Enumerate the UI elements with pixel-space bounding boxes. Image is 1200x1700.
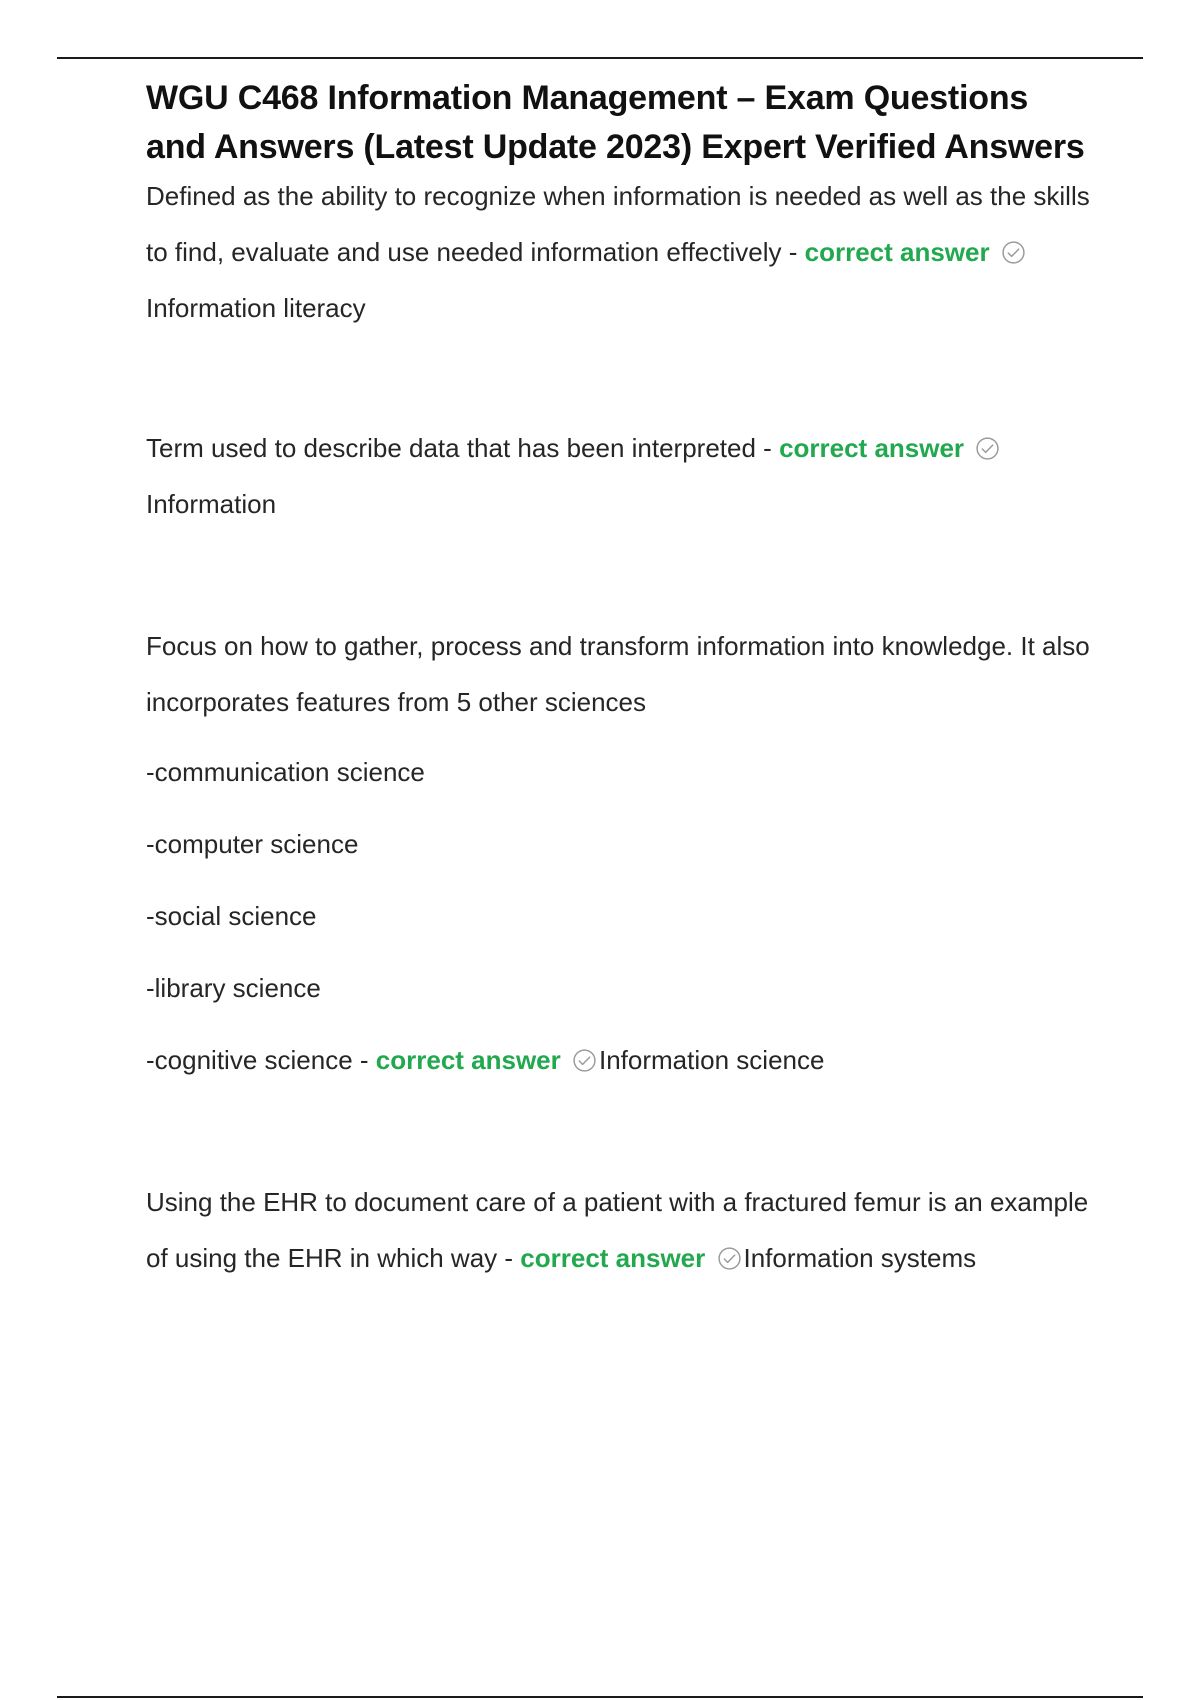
- check-circle-icon: [572, 1048, 597, 1073]
- correct-answer-label: correct answer: [804, 237, 990, 267]
- list-item: -library science: [146, 973, 321, 1003]
- question-block-2: [146, 420, 1096, 532]
- document-page: [146, 74, 1096, 1286]
- question-text: [146, 168, 1096, 336]
- document-title: WGU C468 Information Management – Exam Questions and Answers (Latest Update 2023) Expert Verified Answers: [146, 79, 1085, 166]
- answer-text: Information science: [599, 1045, 825, 1075]
- correct-answer-label: correct answer: [779, 433, 965, 463]
- list-item-prompt: -cognitive science -: [146, 1045, 369, 1075]
- question-block-4: [146, 1174, 1096, 1286]
- correct-answer-label: correct answer: [375, 1045, 561, 1075]
- answer-text: Information systems: [743, 1243, 977, 1273]
- question-prompt: Using the EHR to document care of a patient with a fractured femur is an example of using the EHR in which way -: [146, 1187, 1089, 1273]
- question-text: [146, 420, 1096, 532]
- check-circle-icon: [975, 436, 1000, 461]
- bottom-rule: [57, 1696, 1143, 1698]
- question-block-1: [146, 168, 1096, 336]
- list-item: -communication science: [146, 757, 425, 787]
- list-item-with-answer: [146, 1032, 1096, 1088]
- top-rule: [57, 57, 1143, 59]
- question-text: [146, 1174, 1096, 1286]
- question-block-3: [146, 618, 1096, 1088]
- check-circle-icon: [1001, 240, 1026, 265]
- correct-answer-label: correct answer: [520, 1243, 706, 1273]
- check-circle-icon: [717, 1246, 742, 1271]
- answer-text: Information literacy: [146, 293, 366, 323]
- list-item: -computer science: [146, 829, 359, 859]
- list-item: -social science: [146, 901, 317, 931]
- question-prompt: Term used to describe data that has been interpreted -: [146, 433, 772, 463]
- question-prompt: Defined as the ability to recognize when information is needed as well as the skills to find, evaluate and use needed information effectively -: [146, 181, 1090, 267]
- question-prompt: Focus on how to gather, process and transform information into knowledge. It also incorporates features from 5 other sciences: [146, 631, 1090, 717]
- answer-text: Information: [146, 489, 277, 519]
